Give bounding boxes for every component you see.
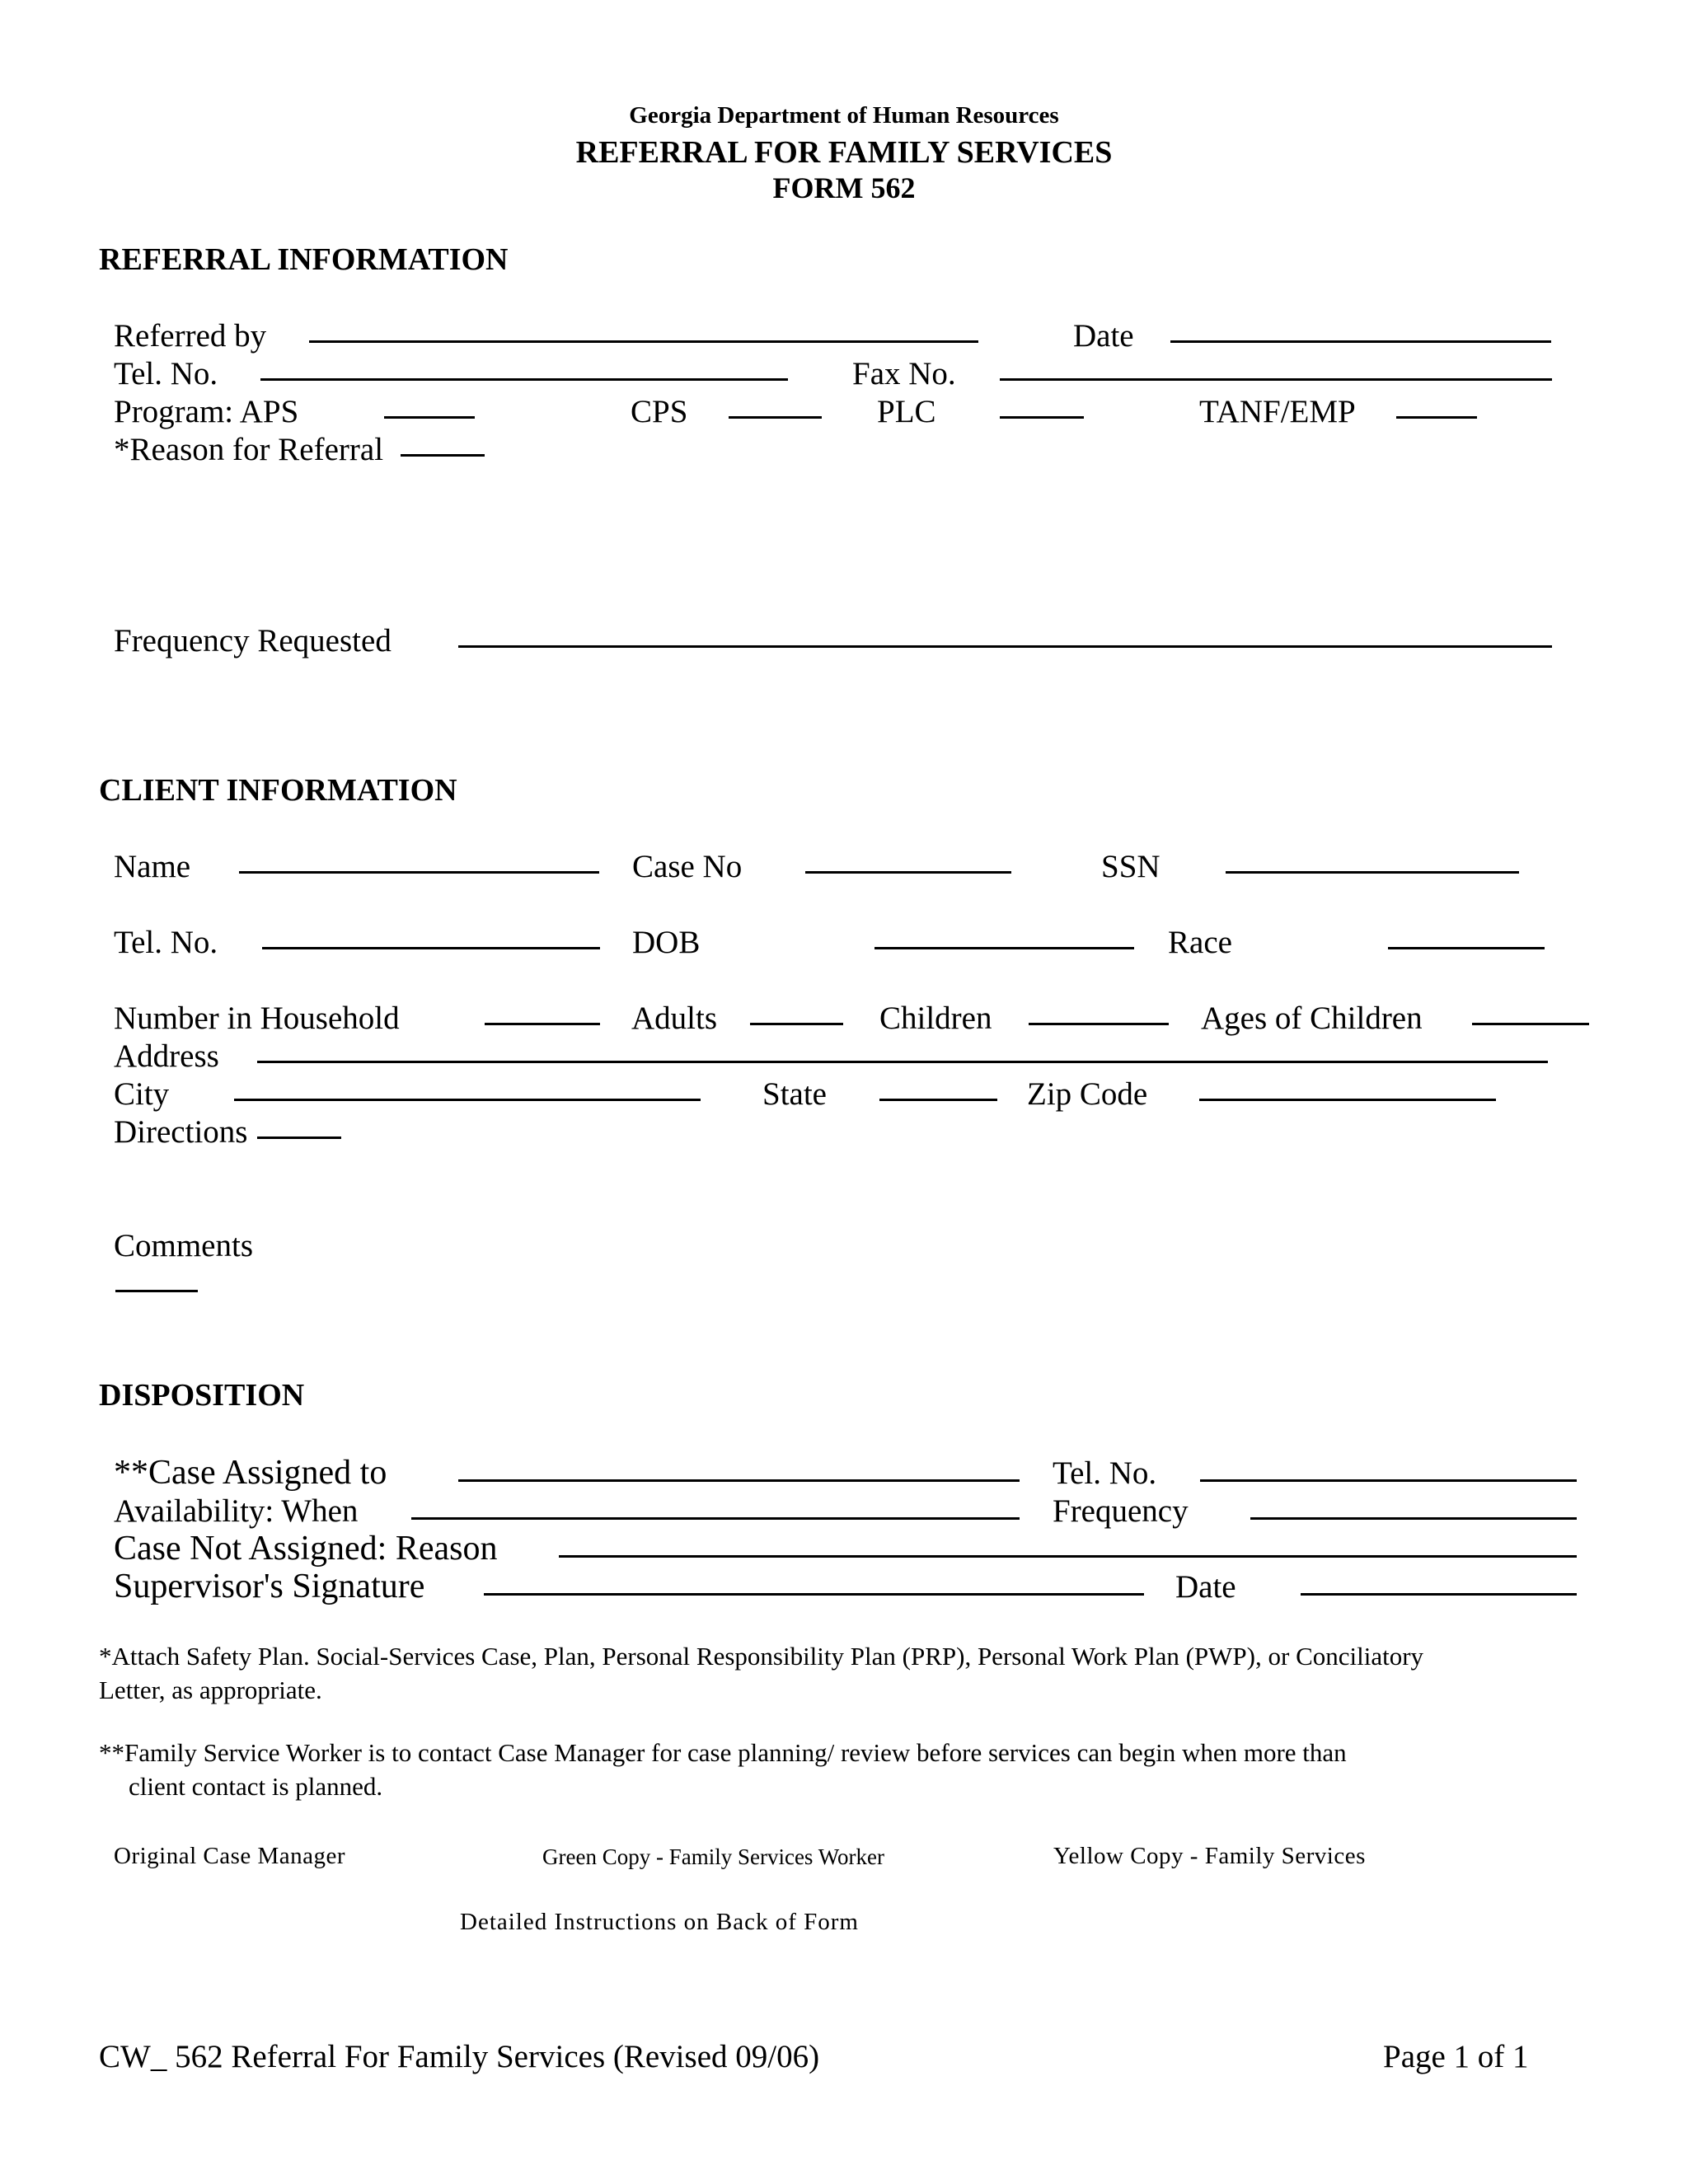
dob-field[interactable] bbox=[874, 947, 1134, 949]
availability-field[interactable] bbox=[411, 1517, 1020, 1520]
reason-field[interactable] bbox=[401, 454, 485, 457]
client-name-label: Name bbox=[114, 849, 191, 884]
copy-original: Original Case Manager bbox=[114, 1843, 346, 1869]
city-field[interactable] bbox=[234, 1099, 701, 1101]
comments-label: Comments bbox=[114, 1228, 254, 1263]
footer-form-id: CW_ 562 Referral For Family Services (Revised 09/06) bbox=[99, 2039, 820, 2074]
form-number: FORM 562 bbox=[772, 171, 916, 204]
referral-tel-label: Tel. No. bbox=[114, 356, 218, 391]
referral-fax-field[interactable] bbox=[1000, 378, 1552, 381]
directions-field[interactable] bbox=[257, 1137, 341, 1139]
supervisor-signature-label: Supervisor's Signature bbox=[114, 1568, 425, 1605]
zip-code-field[interactable] bbox=[1199, 1099, 1496, 1101]
adults-field[interactable] bbox=[750, 1023, 843, 1025]
program-cps-field[interactable] bbox=[729, 416, 822, 419]
disposition-section-heading: DISPOSITION bbox=[99, 1378, 305, 1413]
client-section-heading: CLIENT INFORMATION bbox=[99, 773, 457, 808]
children-field[interactable] bbox=[1029, 1023, 1169, 1025]
program-plc-field[interactable] bbox=[1000, 416, 1084, 419]
program-tanf-field[interactable] bbox=[1396, 416, 1477, 419]
availability-label: Availability: When bbox=[114, 1493, 359, 1529]
instructions-note: Detailed Instructions on Back of Form bbox=[460, 1909, 859, 1935]
frequency-requested-field[interactable] bbox=[458, 645, 1552, 648]
reason-label: *Reason for Referral bbox=[114, 432, 384, 467]
race-field[interactable] bbox=[1388, 947, 1545, 949]
address-label: Address bbox=[114, 1038, 219, 1074]
dob-label: DOB bbox=[632, 925, 701, 960]
program-aps-label: Program: APS bbox=[114, 394, 299, 429]
client-name-field[interactable] bbox=[239, 871, 599, 874]
zip-code-label: Zip Code bbox=[1027, 1076, 1148, 1112]
program-cps-label: CPS bbox=[631, 394, 688, 429]
children-label: Children bbox=[879, 1001, 992, 1036]
case-assigned-to-label: **Case Assigned to bbox=[114, 1454, 387, 1492]
agency-name: Georgia Department of Human Resources bbox=[629, 102, 1059, 129]
copy-yellow: Yellow Copy - Family Services bbox=[1053, 1843, 1366, 1869]
copy-green: Green Copy - Family Services Worker bbox=[542, 1844, 884, 1869]
note-worker-contact-line1: **Family Service Worker is to contact Case Manager for case planning/ review before services can begin when more than bbox=[99, 1738, 1347, 1767]
state-label: State bbox=[762, 1076, 827, 1112]
supervisor-date-label: Date bbox=[1175, 1569, 1236, 1605]
disposition-tel-field[interactable] bbox=[1200, 1479, 1577, 1482]
referred-by-label: Referred by bbox=[114, 318, 267, 354]
comments-field[interactable] bbox=[115, 1290, 198, 1292]
program-plc-label: PLC bbox=[877, 394, 936, 429]
note-safety-plan-line2: Letter, as appropriate. bbox=[99, 1675, 322, 1704]
client-tel-label: Tel. No. bbox=[114, 925, 218, 960]
program-aps-field[interactable] bbox=[384, 416, 475, 419]
disposition-frequency-field[interactable] bbox=[1250, 1517, 1577, 1520]
ages-of-children-field[interactable] bbox=[1472, 1023, 1589, 1025]
referral-tel-field[interactable] bbox=[260, 378, 788, 381]
disposition-frequency-label: Frequency bbox=[1053, 1493, 1189, 1529]
program-tanf-label: TANF/EMP bbox=[1199, 394, 1356, 429]
city-label: City bbox=[114, 1076, 170, 1112]
referral-date-field[interactable] bbox=[1170, 340, 1551, 343]
referral-fax-label: Fax No. bbox=[852, 356, 956, 391]
not-assigned-reason-label: Case Not Assigned: Reason bbox=[114, 1530, 498, 1568]
directions-label: Directions bbox=[114, 1114, 248, 1150]
form-title: REFERRAL FOR FAMILY SERVICES bbox=[575, 135, 1113, 170]
note-worker-contact-line2: client contact is planned. bbox=[129, 1772, 383, 1801]
supervisor-signature-field[interactable] bbox=[484, 1593, 1144, 1596]
state-field[interactable] bbox=[879, 1099, 997, 1101]
supervisor-date-field[interactable] bbox=[1301, 1593, 1577, 1596]
case-no-label: Case No bbox=[632, 849, 743, 884]
referral-date-label: Date bbox=[1073, 318, 1134, 354]
case-no-field[interactable] bbox=[805, 871, 1011, 874]
not-assigned-reason-field[interactable] bbox=[559, 1555, 1577, 1558]
household-label: Number in Household bbox=[114, 1001, 400, 1036]
client-tel-field[interactable] bbox=[262, 947, 600, 949]
referral-section-heading: REFERRAL INFORMATION bbox=[99, 242, 509, 277]
referred-by-field[interactable] bbox=[309, 340, 978, 343]
adults-label: Adults bbox=[631, 1001, 718, 1036]
disposition-tel-label: Tel. No. bbox=[1053, 1455, 1157, 1491]
race-label: Race bbox=[1168, 925, 1232, 960]
case-assigned-to-field[interactable] bbox=[458, 1479, 1020, 1482]
ssn-field[interactable] bbox=[1226, 871, 1519, 874]
frequency-requested-label: Frequency Requested bbox=[114, 623, 392, 658]
address-field[interactable] bbox=[257, 1061, 1548, 1063]
household-field[interactable] bbox=[485, 1023, 600, 1025]
ages-of-children-label: Ages of Children bbox=[1201, 1001, 1423, 1036]
ssn-label: SSN bbox=[1101, 849, 1160, 884]
footer-page-number: Page 1 of 1 bbox=[1383, 2039, 1529, 2074]
note-safety-plan-line1: *Attach Safety Plan. Social-Services Case, Plan, Personal Responsibility Plan (PRP), Personal Work Plan (PWP), or Conciliatory bbox=[99, 1642, 1424, 1671]
